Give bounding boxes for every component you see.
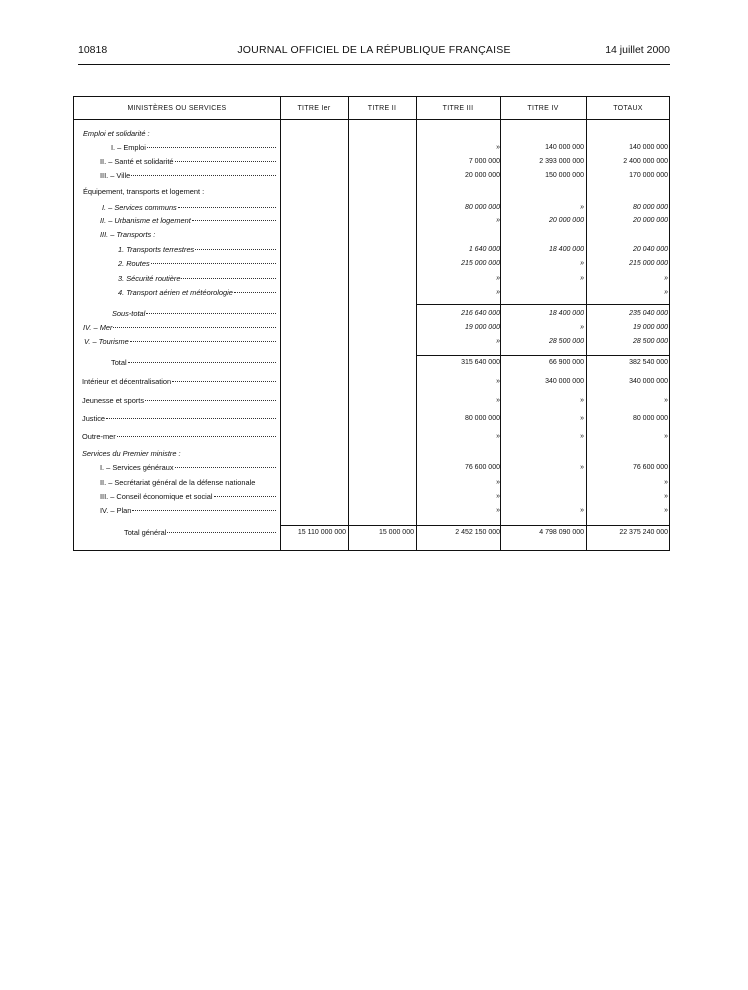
cell-titre-2: 15 000 000 bbox=[378, 529, 414, 536]
row-label bbox=[83, 186, 276, 198]
row-label-text: II. – Urbanisme et logement bbox=[100, 216, 191, 225]
cell-titre-1 bbox=[286, 273, 346, 285]
cell-titre-2 bbox=[354, 413, 414, 425]
cell-titre-3 bbox=[425, 186, 500, 198]
cell-titre-4: 2 393 000 000 bbox=[539, 158, 584, 165]
cell-titre-2 bbox=[354, 229, 414, 241]
cell-titre-3 bbox=[425, 128, 500, 140]
row-label bbox=[112, 308, 276, 320]
cell-titre-1 bbox=[286, 308, 346, 320]
row-label bbox=[118, 273, 276, 285]
row-label bbox=[100, 215, 276, 227]
cell-titre-1 bbox=[286, 156, 346, 168]
cell-titre-4: » bbox=[580, 433, 584, 440]
row-label-text: I. – Services communs bbox=[102, 203, 177, 212]
row-label-text: 4. Transport aérien et météorologie bbox=[118, 288, 233, 297]
cell-titre-4: 28 500 000 bbox=[548, 338, 584, 345]
cell-titre-3: » bbox=[496, 507, 500, 514]
publication-date: 14 juillet 2000 bbox=[605, 44, 670, 56]
row-label bbox=[82, 431, 276, 443]
row-label-text: 2. Routes bbox=[118, 259, 150, 268]
cell-totaux: 19 000 000 bbox=[632, 324, 668, 331]
cell-totaux: 80 000 000 bbox=[632, 204, 668, 211]
table-row bbox=[74, 322, 670, 334]
row-label-text: 1. Transports terrestres bbox=[118, 245, 195, 254]
cell-titre-4: 18 400 000 bbox=[548, 310, 584, 317]
budget-table bbox=[73, 96, 670, 551]
row-label bbox=[111, 357, 276, 369]
cell-titre-2 bbox=[354, 462, 414, 474]
cell-titre-3: » bbox=[496, 378, 500, 385]
cell-totaux: 2 400 000 000 bbox=[623, 158, 668, 165]
row-label-text: III. – Conseil économique et social bbox=[100, 492, 213, 501]
subtotal-rule bbox=[416, 304, 669, 305]
cell-titre-3: 80 000 000 bbox=[464, 204, 500, 211]
row-label bbox=[82, 413, 276, 425]
row-label bbox=[118, 287, 276, 299]
row-label bbox=[83, 322, 276, 334]
row-label bbox=[83, 128, 276, 140]
cell-titre-2 bbox=[354, 186, 414, 198]
row-label-text: III. – Ville bbox=[100, 171, 131, 180]
table-row bbox=[74, 202, 670, 214]
cell-totaux: 20 000 000 bbox=[632, 217, 668, 224]
column-header-titre-2: TITRE II bbox=[367, 105, 397, 112]
cell-totaux: » bbox=[664, 479, 668, 486]
total-rule bbox=[416, 355, 669, 356]
table-row bbox=[74, 170, 670, 182]
row-label-text: I. – Services généraux bbox=[100, 463, 174, 472]
cell-titre-1 bbox=[286, 287, 346, 299]
cell-totaux: 170 000 000 bbox=[629, 172, 668, 179]
table-row bbox=[74, 128, 670, 140]
cell-totaux: 76 600 000 bbox=[632, 464, 668, 471]
cell-totaux: 140 000 000 bbox=[629, 144, 668, 151]
row-label-text: III. – Transports : bbox=[100, 230, 156, 239]
row-label-text: V. – Tourisme bbox=[84, 337, 129, 346]
column-header-titre-1: TITRE Ier bbox=[297, 105, 331, 112]
cell-titre-3: » bbox=[496, 397, 500, 404]
cell-totaux: » bbox=[664, 493, 668, 500]
cell-titre-3 bbox=[425, 229, 500, 241]
cell-titre-1 bbox=[286, 215, 346, 227]
cell-titre-4 bbox=[507, 186, 584, 198]
cell-titre-3: » bbox=[496, 479, 500, 486]
page-header bbox=[78, 44, 670, 58]
cell-titre-1 bbox=[286, 142, 346, 154]
cell-titre-1 bbox=[286, 376, 346, 388]
cell-titre-2 bbox=[354, 273, 414, 285]
row-label bbox=[100, 477, 276, 489]
cell-titre-2 bbox=[354, 448, 414, 460]
cell-titre-2 bbox=[354, 156, 414, 168]
row-label bbox=[84, 336, 276, 348]
cell-titre-1 bbox=[286, 128, 346, 140]
row-label bbox=[82, 448, 276, 460]
row-label-text: IV. – Plan bbox=[100, 506, 132, 515]
cell-titre-2 bbox=[354, 336, 414, 348]
cell-titre-2 bbox=[354, 395, 414, 407]
row-label bbox=[102, 202, 276, 214]
cell-titre-3: » bbox=[496, 289, 500, 296]
cell-titre-2 bbox=[354, 431, 414, 443]
cell-titre-1 bbox=[286, 170, 346, 182]
cell-titre-4: 20 000 000 bbox=[548, 217, 584, 224]
cell-titre-3: » bbox=[496, 493, 500, 500]
row-label bbox=[100, 462, 276, 474]
cell-titre-3: » bbox=[496, 433, 500, 440]
cell-titre-1 bbox=[286, 395, 346, 407]
table-row bbox=[74, 156, 670, 168]
row-label bbox=[100, 170, 276, 182]
cell-totaux: 80 000 000 bbox=[632, 415, 668, 422]
row-label-text: Outre-mer bbox=[82, 432, 116, 441]
cell-titre-3: » bbox=[496, 275, 500, 282]
cell-titre-2 bbox=[354, 142, 414, 154]
cell-titre-4: » bbox=[580, 507, 584, 514]
cell-titre-4: 18 400 000 bbox=[548, 246, 584, 253]
cell-totaux: 340 000 000 bbox=[629, 378, 668, 385]
row-label bbox=[100, 491, 276, 503]
cell-titre-1 bbox=[286, 448, 346, 460]
cell-titre-1 bbox=[286, 202, 346, 214]
header-rule bbox=[78, 64, 670, 65]
table-row bbox=[74, 258, 670, 270]
cell-titre-4: » bbox=[580, 275, 584, 282]
row-label-text: Emploi et solidarité : bbox=[83, 129, 150, 138]
cell-totaux: 20 040 000 bbox=[632, 246, 668, 253]
row-label-text: Équipement, transports et logement : bbox=[83, 187, 205, 196]
cell-totaux: 28 500 000 bbox=[632, 338, 668, 345]
cell-titre-1 bbox=[286, 258, 346, 270]
table-row bbox=[74, 357, 670, 369]
cell-titre-2 bbox=[354, 322, 414, 334]
row-label-text: Total bbox=[111, 358, 127, 367]
table-row bbox=[74, 336, 670, 348]
cell-titre-3: 2 452 150 000 bbox=[455, 529, 500, 536]
table-row bbox=[74, 376, 670, 388]
cell-titre-4 bbox=[507, 491, 584, 503]
cell-titre-1 bbox=[286, 431, 346, 443]
cell-titre-1 bbox=[286, 229, 346, 241]
cell-totaux: 215 000 000 bbox=[629, 260, 668, 267]
cell-titre-2 bbox=[354, 491, 414, 503]
cell-titre-4: » bbox=[580, 464, 584, 471]
cell-totaux: » bbox=[664, 289, 668, 296]
table-row bbox=[74, 273, 670, 285]
cell-titre-3 bbox=[425, 448, 500, 460]
cell-titre-3: 7 000 000 bbox=[468, 158, 500, 165]
cell-titre-3: 19 000 000 bbox=[464, 324, 500, 331]
row-label-text: I. – Emploi bbox=[111, 143, 146, 152]
cell-titre-3: » bbox=[496, 338, 500, 345]
cell-titre-4: » bbox=[580, 415, 584, 422]
cell-titre-2 bbox=[354, 258, 414, 270]
row-label-text: Justice bbox=[82, 414, 106, 423]
header-underline bbox=[74, 119, 669, 120]
cell-titre-2 bbox=[354, 477, 414, 489]
cell-totaux: » bbox=[664, 433, 668, 440]
row-label bbox=[82, 395, 276, 407]
row-label bbox=[82, 376, 276, 388]
row-label-text: IV. – Mer bbox=[83, 323, 113, 332]
cell-titre-1 bbox=[286, 462, 346, 474]
row-label-text: II. – Santé et solidarité bbox=[100, 157, 174, 166]
column-header-titre-4: TITRE IV bbox=[527, 105, 559, 112]
cell-titre-3: 80 000 000 bbox=[464, 415, 500, 422]
cell-titre-2 bbox=[354, 215, 414, 227]
cell-titre-3: » bbox=[496, 217, 500, 224]
table-row bbox=[74, 413, 670, 425]
row-label-text: II. – Secrétariat général de la défense nationale bbox=[100, 478, 256, 487]
table-row bbox=[74, 215, 670, 227]
table-row bbox=[74, 287, 670, 299]
cell-titre-3: 315 640 000 bbox=[461, 359, 500, 366]
table-row bbox=[74, 395, 670, 407]
cell-titre-2 bbox=[354, 202, 414, 214]
table-row bbox=[74, 431, 670, 443]
row-label-text: Services du Premier ministre : bbox=[82, 449, 181, 458]
row-label-text: Jeunesse et sports bbox=[82, 396, 145, 405]
column-header-titre-3: TITRE III bbox=[442, 105, 474, 112]
row-label-text: Sous-total bbox=[112, 309, 146, 318]
table-row bbox=[74, 462, 670, 474]
cell-titre-4: » bbox=[580, 324, 584, 331]
cell-titre-4: 150 000 000 bbox=[545, 172, 584, 179]
cell-titre-4: » bbox=[580, 260, 584, 267]
row-label-text: Total général bbox=[124, 528, 167, 537]
row-label bbox=[118, 258, 276, 270]
cell-titre-4: » bbox=[580, 397, 584, 404]
cell-titre-4: 340 000 000 bbox=[545, 378, 584, 385]
cell-titre-4 bbox=[507, 229, 584, 241]
cell-titre-4 bbox=[507, 287, 584, 299]
cell-titre-1 bbox=[286, 477, 346, 489]
cell-titre-1 bbox=[286, 336, 346, 348]
cell-titre-3: » bbox=[496, 144, 500, 151]
column-header-totaux: TOTAUX bbox=[613, 105, 643, 112]
table-row bbox=[74, 229, 670, 241]
cell-titre-1 bbox=[286, 322, 346, 334]
table-row bbox=[74, 244, 670, 256]
cell-totaux: 22 375 240 000 bbox=[619, 529, 668, 536]
row-label bbox=[100, 156, 276, 168]
cell-titre-4 bbox=[507, 477, 584, 489]
cell-titre-3: 76 600 000 bbox=[464, 464, 500, 471]
cell-titre-1 bbox=[286, 491, 346, 503]
cell-titre-4: 140 000 000 bbox=[545, 144, 584, 151]
cell-titre-4: 66 900 000 bbox=[548, 359, 584, 366]
cell-titre-3: 1 640 000 bbox=[468, 246, 500, 253]
cell-titre-2 bbox=[354, 128, 414, 140]
row-label bbox=[111, 142, 276, 154]
cell-titre-2 bbox=[354, 244, 414, 256]
row-label-text: 3. Sécurité routière bbox=[118, 274, 181, 283]
table-row bbox=[74, 505, 670, 517]
cell-totaux: » bbox=[664, 275, 668, 282]
cell-titre-3: 215 000 000 bbox=[461, 260, 500, 267]
cell-titre-4 bbox=[507, 448, 584, 460]
cell-titre-2 bbox=[354, 170, 414, 182]
cell-titre-2 bbox=[354, 357, 414, 369]
table-row bbox=[74, 477, 670, 489]
cell-titre-3: 20 000 000 bbox=[464, 172, 500, 179]
cell-titre-4: 4 798 090 000 bbox=[539, 529, 584, 536]
row-label bbox=[124, 527, 276, 539]
row-label bbox=[100, 505, 276, 517]
cell-titre-1 bbox=[286, 505, 346, 517]
cell-totaux bbox=[593, 229, 668, 241]
table-row bbox=[74, 186, 670, 198]
cell-titre-1 bbox=[286, 357, 346, 369]
cell-titre-4 bbox=[507, 128, 584, 140]
cell-titre-2 bbox=[354, 287, 414, 299]
table-row bbox=[74, 448, 670, 460]
cell-totaux: 235 040 000 bbox=[629, 310, 668, 317]
cell-titre-4: » bbox=[580, 204, 584, 211]
cell-titre-2 bbox=[354, 308, 414, 320]
cell-titre-1: 15 110 000 000 bbox=[297, 529, 346, 536]
cell-totaux bbox=[593, 186, 668, 198]
cell-titre-1 bbox=[286, 186, 346, 198]
page-number: 10818 bbox=[78, 44, 108, 56]
table-row bbox=[74, 491, 670, 503]
cell-totaux bbox=[593, 448, 668, 460]
cell-titre-3: 216 640 000 bbox=[461, 310, 500, 317]
cell-totaux: » bbox=[664, 507, 668, 514]
table-row bbox=[74, 308, 670, 320]
cell-totaux: 382 540 000 bbox=[629, 359, 668, 366]
row-label bbox=[100, 229, 276, 241]
row-label-text: Intérieur et décentralisation bbox=[82, 377, 172, 386]
row-label bbox=[118, 244, 276, 256]
column-header-ministeres: MINISTÈRES OU SERVICES bbox=[127, 105, 227, 112]
table-row bbox=[74, 527, 670, 539]
cell-totaux bbox=[593, 128, 668, 140]
cell-titre-1 bbox=[286, 244, 346, 256]
cell-totaux: » bbox=[664, 397, 668, 404]
cell-titre-2 bbox=[354, 505, 414, 517]
table-row bbox=[74, 142, 670, 154]
cell-titre-1 bbox=[286, 413, 346, 425]
grand-total-rule bbox=[280, 525, 669, 526]
journal-title: JOURNAL OFFICIEL DE LA RÉPUBLIQUE FRANÇAISE bbox=[237, 44, 511, 56]
cell-titre-2 bbox=[354, 376, 414, 388]
